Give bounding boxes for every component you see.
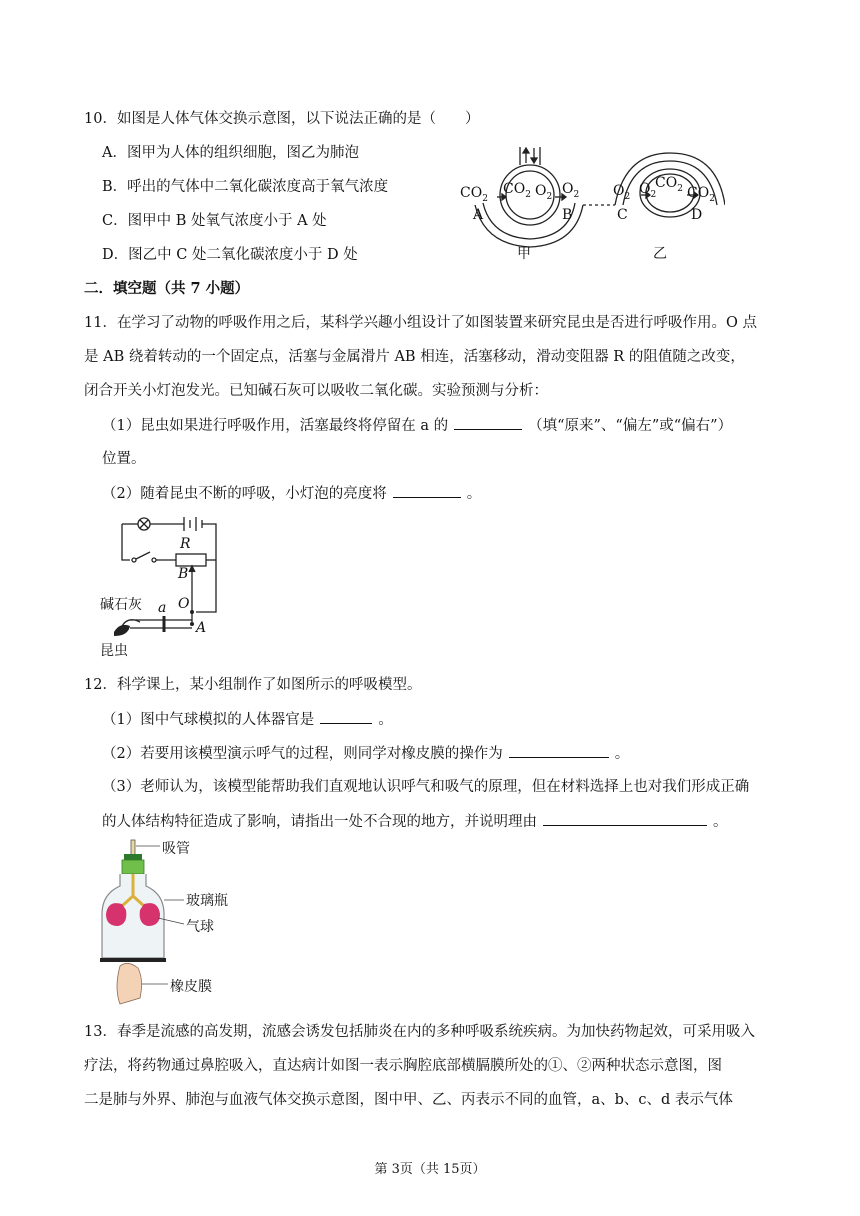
q11-part2-text: （2）随着昆虫不断的呼吸，小灯泡的亮度将: [102, 486, 387, 502]
gas-exchange-figure: [455, 145, 725, 265]
label-straw: 吸管: [162, 841, 190, 857]
q12-blank-1[interactable]: [320, 709, 372, 724]
gas-exchange-diagram: [455, 145, 725, 265]
q12-part2-text: （2）若要用该模型演示呼气的过程，则同学对橡皮膜的操作为: [102, 746, 503, 762]
q13-line-2: 疗法，将药物通过鼻腔吸入，直达病计如图一表示胸腔底部横膈膜所处的①、②两种状态示意图，图: [84, 1058, 722, 1074]
q13-line-3: 二是肺与外界、肺泡与血液气体交换示意图，图中甲、乙、丙表示不同的血管，a、b、c、d 表示气体: [84, 1092, 733, 1108]
breathing-model-figure: [98, 838, 238, 1010]
q12-stem: 12．科学课上，某小组制作了如图所示的呼吸模型。: [84, 677, 422, 693]
label-lime: 碱石灰: [100, 597, 142, 613]
label-co2-a: $CO_2$: [460, 185, 488, 204]
label-co2-inner: $CO_2$: [503, 181, 531, 200]
label-o2-inner: $O_2$: [535, 183, 553, 202]
section-title: 二．填空题（共 7 小题）: [84, 280, 250, 297]
label-o2-inner-yi: $O_2$: [639, 181, 657, 200]
q11-part1-text: （1）昆虫如果进行呼吸作用，活塞最终将停留在 a 的: [102, 418, 449, 434]
q11-part2: [102, 483, 481, 504]
q11-blank-2[interactable]: [393, 483, 461, 498]
q12-part3-2: [102, 811, 728, 832]
label-r: R: [180, 536, 191, 552]
q10-option-c: C．图甲中 B 处氧气浓度小于 A 处: [102, 213, 327, 229]
q12-part3-end: 。: [713, 814, 728, 830]
q11-blank-1[interactable]: [454, 415, 522, 430]
label-o2-b: $O_2$: [562, 181, 580, 200]
label-jia: 甲: [517, 246, 531, 262]
breathing-model-diagram: [98, 838, 238, 1010]
label-co2-inner-yi: $CO_2$: [655, 175, 683, 194]
q12-blank-2[interactable]: [509, 743, 609, 758]
label-b-slider: B: [178, 566, 189, 582]
q12-part3-text: 的人体结构特征造成了影响，请指出一处不合现的地方，并说明理由: [102, 814, 537, 830]
label-a: A: [473, 207, 484, 223]
q13-line-1: 13．春季是流感的高发期，流感会诱发包括肺炎在内的多种呼吸系统疾病。为加快药物起效，可采用吸入: [84, 1024, 755, 1040]
q10-option-a: A．图甲为人体的组织细胞，图乙为肺泡: [102, 145, 359, 161]
label-a-piston: a: [158, 600, 167, 616]
q11-part2-end: 。: [466, 486, 482, 502]
q11-stem-2: 是 AB 绕着转动的一个固定点，活塞与金属滑片 AB 相连，活塞移动，滑动变阻器 R 的阻值随之改变，: [84, 349, 745, 365]
label-balloon: 气球: [186, 919, 214, 935]
q11-part1: [102, 415, 732, 436]
q10-option-d: D．图乙中 C 处二氧化碳浓度小于 D 处: [102, 247, 358, 263]
q12-part3-1: （3）老师认为，该模型能帮助我们直观地认识呼气和吸气的原理，但在材料选择上也对我们形成正确: [102, 779, 750, 795]
label-o: O: [178, 596, 190, 612]
q11-part1-hint: （填“原来”、“偏左”或“偏右”）: [528, 418, 733, 434]
label-yi: 乙: [653, 246, 667, 262]
label-c: C: [617, 207, 628, 223]
q11-stem-3: 闭合开关小灯泡发光。已知碱石灰可以吸收二氧化碳。实验预测与分析：: [84, 383, 548, 399]
label-b: B: [562, 207, 573, 223]
label-co2-d: $CO_2$: [687, 185, 715, 204]
q12-part2: [102, 743, 629, 764]
q11-stem-1: 11．在学习了动物的呼吸作用之后，某科学兴趣小组设计了如图装置来研究昆虫是否进行呼吸作用。O 点: [84, 315, 757, 331]
q10-stem: 10．如图是人体气体交换示意图，以下说法正确的是（ ）: [84, 111, 480, 127]
label-insect: 昆虫: [100, 643, 128, 659]
label-membrane: 橡皮膜: [170, 979, 212, 995]
q10-option-b: B．呼出的气体中二氧化碳浓度高于氧气浓度: [102, 179, 389, 195]
q12-part1-text: （1）图中气球模拟的人体器官是: [102, 712, 315, 728]
q12-part2-end: 。: [614, 746, 630, 762]
label-bottle: 玻璃瓶: [186, 893, 228, 909]
q11-part1-end: 位置。: [102, 451, 146, 467]
q12-part1: [102, 709, 393, 730]
label-o2-c: $O_2$: [613, 183, 631, 202]
page-footer: 第 3页（共 15页）: [374, 1162, 486, 1177]
q12-blank-3[interactable]: [543, 811, 707, 826]
q12-part1-end: 。: [378, 712, 393, 728]
label-d: D: [691, 207, 703, 223]
label-a-point: A: [196, 620, 207, 636]
circuit-figure: [100, 514, 230, 664]
